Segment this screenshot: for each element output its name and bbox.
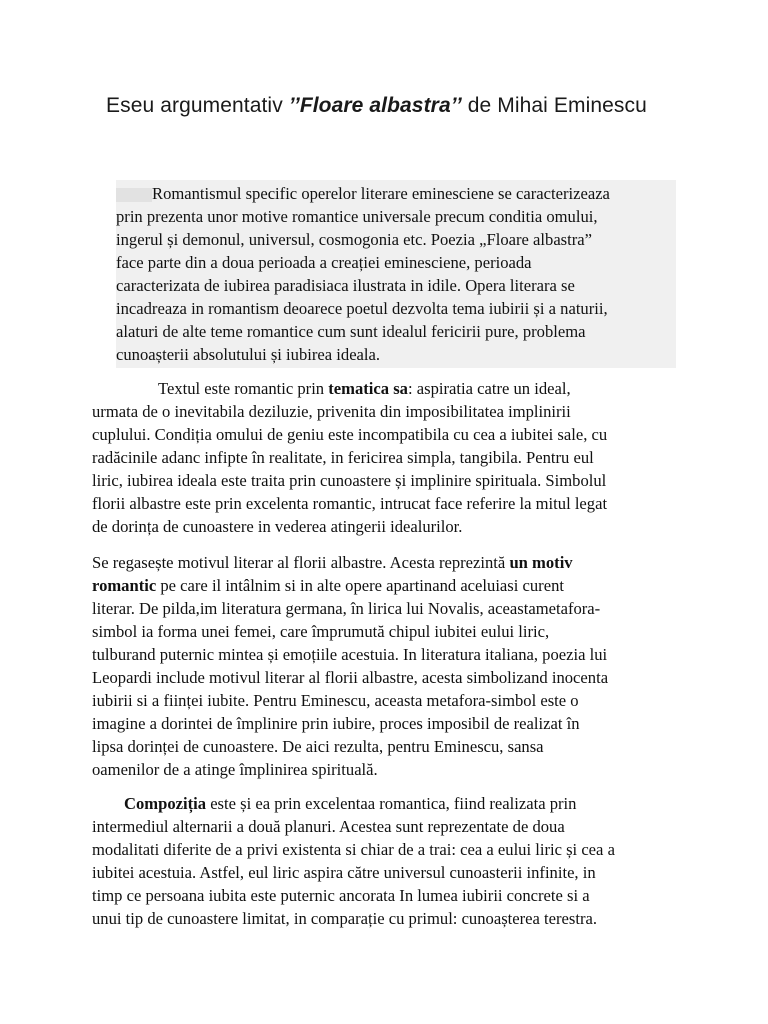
paragraph-intro — [116, 180, 676, 368]
paragraph-tematica — [92, 377, 680, 538]
paragraph-line: imagine a dorintei de împlinire prin iubire, proces imposibil de realizat în — [92, 714, 580, 733]
paragraph-line: Leopardi include motivul literar al florii albastre, acesta simbolizand inocenta — [92, 668, 609, 687]
paragraph-motiv — [92, 551, 680, 781]
paragraph-line: ingerul și demonul, universul, cosmogonia etc. Poezia „Floare albastra” — [116, 230, 593, 249]
document-title — [106, 94, 647, 118]
title-suffix: de Mihai Eminescu — [461, 94, 647, 117]
paragraph-line: literar. De pilda,im literatura germana, în lirica lui Novalis, aceastametafora- — [92, 599, 601, 618]
paragraph-line: intermediul alternarii a două planuri. Acestea sunt reprezentate de doua — [92, 817, 565, 836]
paragraph-line: cuplului. Condiția omului de geniu este incompatibila cu cea a iubitei sale, cu — [92, 425, 608, 444]
bold-term: Compoziția — [124, 794, 207, 813]
paragraph-line: iubitei acestuia. Astfel, eul liric aspira către universul cunoasterii infinite, in — [92, 863, 596, 882]
paragraph-line: tulburand puternic mintea și emoțiile acestuia. In literatura italiana, poezia lui — [92, 645, 608, 664]
paragraph-line: caracterizata de iubirea paradisiaca ilustrata in idile. Opera literara se — [116, 276, 575, 295]
bold-term: romantic — [92, 576, 157, 595]
paragraph-line: incadreaza in romantism deoarece poetul dezvolta tema iubirii și a naturii, — [116, 299, 608, 318]
paragraph-line: Compoziția este și ea prin excelentaa romantica, fiind realizata prin — [124, 794, 577, 813]
paragraph-line: timp ce persoana iubita este puternic ancorata In lumea iubirii concrete si a — [92, 886, 590, 905]
paragraph-line: prin prezenta unor motive romantice universale precum conditia omului, — [116, 207, 598, 226]
paragraph-line: modalitati diferite de a privi existenta si chiar de a trai: cea a eului liric și cea a — [92, 840, 615, 859]
title-emphasis: ’’Floare albastra’’ — [288, 94, 462, 117]
paragraph-line: alaturi de alte teme romantice cum sunt idealul fericirii pure, problema — [116, 322, 586, 341]
paragraph-line: simbol ia forma unei femei, care împrumută chipul iubitei eului liric, — [92, 622, 550, 641]
paragraph-line: florii albastre este prin excelenta romantic, intrucat face referire la mitul legat — [92, 494, 608, 513]
paragraph-line: romantic pe care il intâlnim si in alte opere apartinand aceluiasi curent — [92, 576, 564, 595]
paragraph-line: de dorința de cunoastere in vederea atingerii idealurilor. — [92, 517, 463, 536]
bold-term: tematica sa — [328, 379, 408, 398]
title-prefix: Eseu argumentativ — [106, 94, 289, 117]
paragraph-line: urmata de o inevitabila deziluzie, privenita din imposibilitatea implinirii — [92, 402, 571, 421]
paragraph-line: lipsa dorinței de cunoastere. De aici rezulta, pentru Eminescu, sansa — [92, 737, 544, 756]
paragraph-line: unui tip de cunoastere limitat, in comparație cu primul: cunoașterea terestra. — [92, 909, 597, 928]
paragraph-line: liric, iubirea ideala este traita prin cunoastere și implinire spirituala. Simbolul — [92, 471, 607, 490]
bold-term: un motiv — [509, 553, 573, 572]
paragraph-line: Se regasește motivul literar al florii albastre. Acesta reprezintă un motiv — [92, 553, 573, 572]
paragraph-line: face parte din a doua perioada a creației eminesciene, perioada — [116, 253, 532, 272]
paragraph-line: radăcinile adanc infipte în realitate, in fericirea simpla, tangibila. Pentru eul — [92, 448, 594, 467]
highlight-tab-marker — [116, 188, 152, 202]
paragraph-line: Textul este romantic prin tematica sa: aspiratia catre un ideal, — [158, 379, 571, 398]
paragraph-line: cunoașterii absolutului și iubirea ideala. — [116, 345, 381, 364]
paragraph-line: oamenilor de a atinge împlinirea spirituală. — [92, 760, 378, 779]
paragraph-line: Romantismul specific operelor literare eminesciene se caracterizeaza — [116, 182, 676, 205]
paragraph-line: iubirii si a ființei iubite. Pentru Eminescu, aceasta metafora-simbol este o — [92, 691, 579, 710]
paragraph-compozitia — [92, 792, 682, 930]
